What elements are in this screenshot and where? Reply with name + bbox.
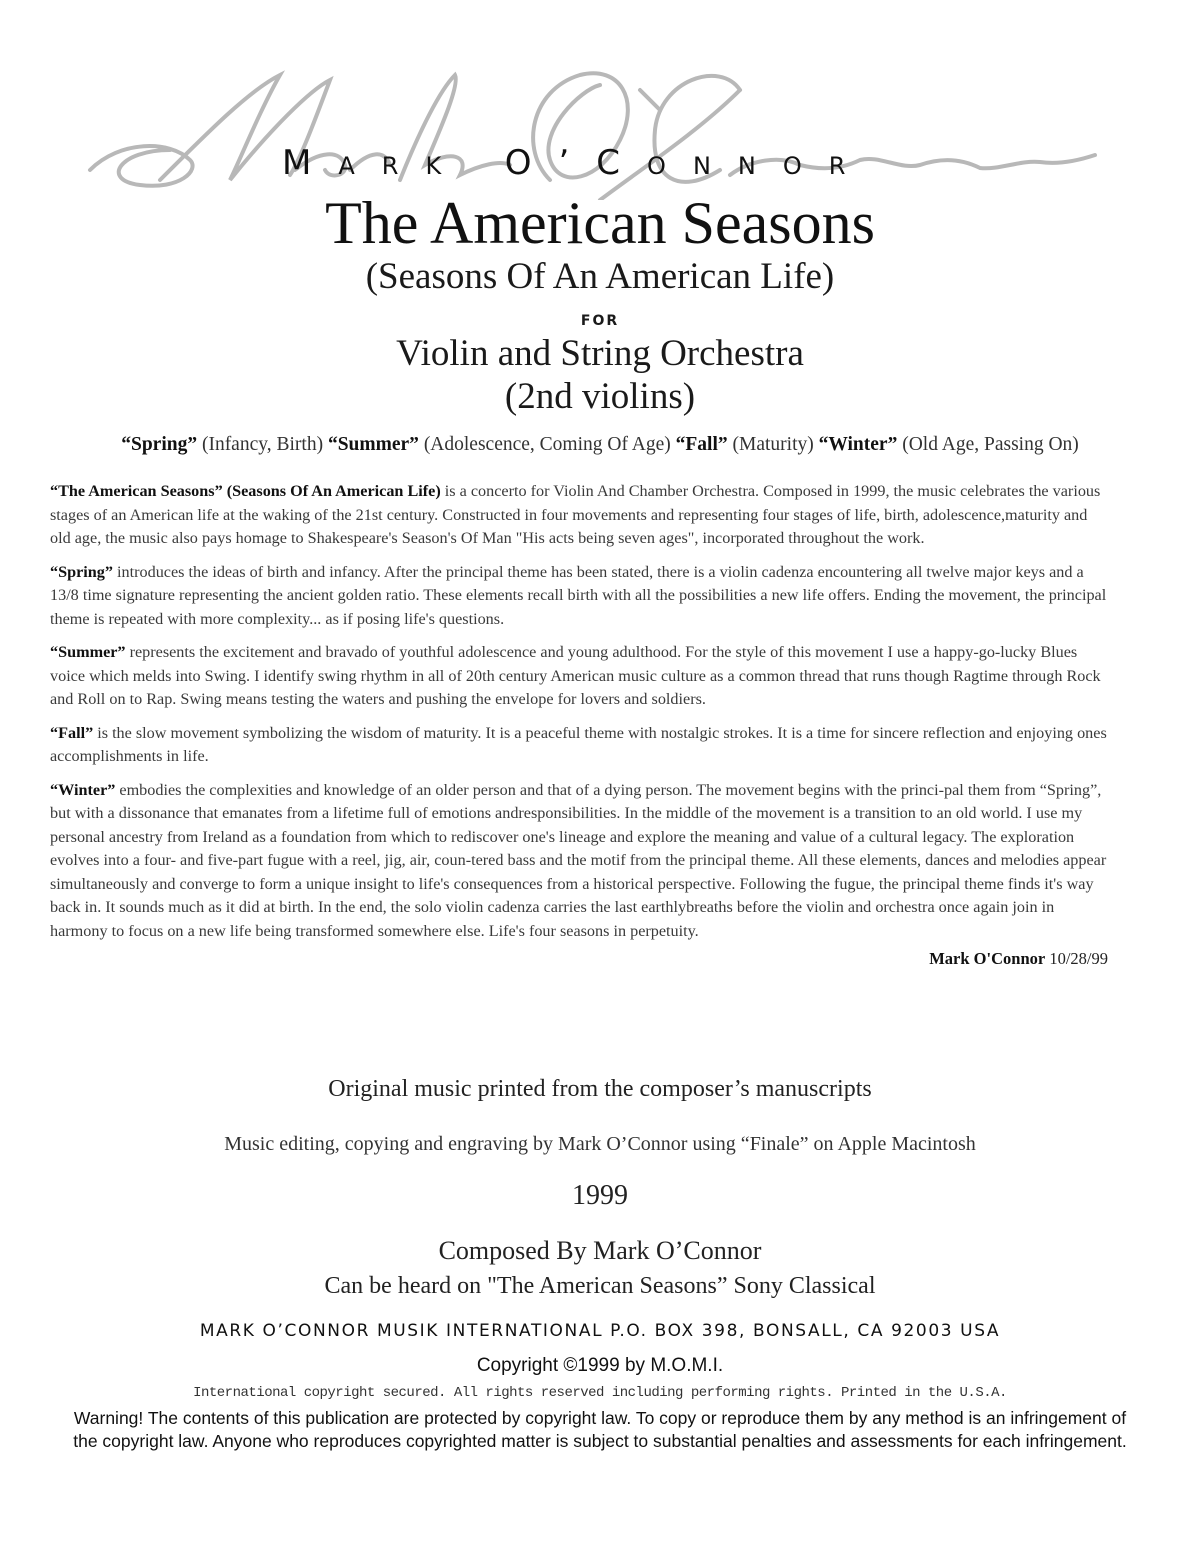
brand-name: MARK O’CONNOR xyxy=(282,143,873,183)
subtitle: (Seasons Of An American Life) xyxy=(365,256,835,297)
paragraph-text: is a concerto for Violin And Chamber Orchestra. Composed in 1999, the music celebrates the various stages of an American life at the waking of the 21st century. Constructed in four movements and representing four stages of life, birth, adolescence,maturity and old age, the music also pays homage to Shakespeare's Season's Of Man "His acts being seven ages", incorporated throughout the work. xyxy=(50,482,1101,547)
printed-note: Original music printed from the composer’s manuscripts xyxy=(328,1076,872,1102)
composer-credit: Composed By Mark O’Connor xyxy=(438,1236,762,1265)
title-block xyxy=(0,190,1200,418)
paragraph-text: introduces the ideas of birth and infancy. After the principal theme has been stated, there is a violin cadenza encountering all twelve major keys and a 13/8 time signature representing the ancient golden ratio. These elements recall birth with all the possibilities a new life offers. Ending the movement, the principal theme is repeated with more complexity... as if posing life's questions. xyxy=(50,562,1107,628)
paragraph-summer xyxy=(50,641,1110,712)
header xyxy=(0,60,1200,200)
paragraph-winter xyxy=(50,779,1110,944)
movement-name: “Spring” xyxy=(121,434,198,455)
rights-line: International copyright secured. All rights reserved including performing rights. Printed in the U.S.A. xyxy=(193,1385,1007,1401)
paragraph-lead: “Winter” xyxy=(50,780,116,799)
paragraph-text: embodies the complexities and knowledge of an older person and that of a dying person. The movement begins with the princi-pal them from “Spring”, but with a dissonance that emanates from a lifetime full of emotions andresponsibilities. In the middle of the movement is a transition to an old world. I use my personal ancestry from Ireland as a foundation from which to rediscover one's lineage and explore the meaning and value of a cultural legacy. The exploration evolves into a four- and five-part fugue with a reel, jig, air, coun-tered bass and the motif from the principal theme. All these elements, dances and melodies appear simultaneously and converge to form a unique insight to life's consequences from a historical perspective. Following the fugue, the principal theme finds it's way back in. It sounds much as it did at birth. In the end, the solo violin cadenza carries the last earthlybreaths before the violin and orchestra once again join in harmony to focus on a new life being transformed somewhere else. Life's four seasons in perpetuity. xyxy=(50,780,1107,940)
movement-desc: (Maturity) xyxy=(732,434,814,455)
paragraph-spring xyxy=(50,561,1110,632)
paragraph-text: represents the excitement and bravado of youthful adolescence and young adulthood. For the style of this movement I use a happy-go-lucky Blues voice which melds into Swing. I identify swing rhythm in all of 20th century American music culture as a common thread that runs though Ragtime through Rock and Roll on to Rap. Swing means testing the waters and pushing the envelope for lovers and soldiers. xyxy=(50,643,1101,708)
movement-name: “Summer” xyxy=(327,434,419,455)
copyright-warning: Warning! The contents of this publication are protected by copyright law. To copy or reproduce them by any method is an infringement of the copyright law. Anyone who reproduces copyrighted matter is subject to substantial penalties and assessments for each infringement. xyxy=(73,1408,1127,1451)
instrumentation: Violin and String Orchestra xyxy=(396,333,804,374)
movement-list xyxy=(0,434,1200,456)
movement-name: “Winter” xyxy=(818,434,898,455)
signoff xyxy=(50,947,1110,971)
paragraph-intro xyxy=(50,480,1110,551)
paragraph-lead: “Fall” xyxy=(50,723,94,742)
copyright-line: Copyright ©1999 by M.O.M.I. xyxy=(476,1355,724,1376)
recording-note: Can be heard on "The American Seasons” Sony Classical xyxy=(324,1273,876,1299)
movement-desc: (Old Age, Passing On) xyxy=(902,434,1079,455)
part-label: (2nd violins) xyxy=(504,376,696,417)
movement-name: “Fall” xyxy=(675,434,728,455)
engraving-note: Music editing, copying and engraving by Mark O’Connor using “Finale” on Apple Macintosh xyxy=(224,1133,976,1155)
program-notes xyxy=(50,480,1110,971)
movement-desc: (Infancy, Birth) xyxy=(201,434,324,455)
publisher-address: MARK O’CONNOR MUSIK INTERNATIONAL P.O. BOX 398, BONSALL, CA 92003 USA xyxy=(199,1321,1001,1341)
main-title: The American Seasons xyxy=(325,190,875,256)
paragraph-lead: “Summer” xyxy=(50,643,126,661)
movement-desc: (Adolescence, Coming Of Age) xyxy=(423,434,671,455)
paragraph-lead: “The American Seasons” (Seasons Of An American Life) xyxy=(50,482,441,500)
paragraph-fall xyxy=(50,722,1110,769)
signoff-date: 10/28/99 xyxy=(1049,949,1108,968)
paragraph-text: is the slow movement symbolizing the wisdom of maturity. It is a peaceful theme with nostalgic strokes. It is a time for sincere reflection and enjoying ones accomplishments in life. xyxy=(50,723,1107,765)
signoff-name: Mark O'Connor xyxy=(929,949,1046,968)
year: 1999 xyxy=(572,1180,628,1211)
paragraph-lead: “Spring” xyxy=(50,562,113,581)
for-label: FOR xyxy=(580,313,620,329)
